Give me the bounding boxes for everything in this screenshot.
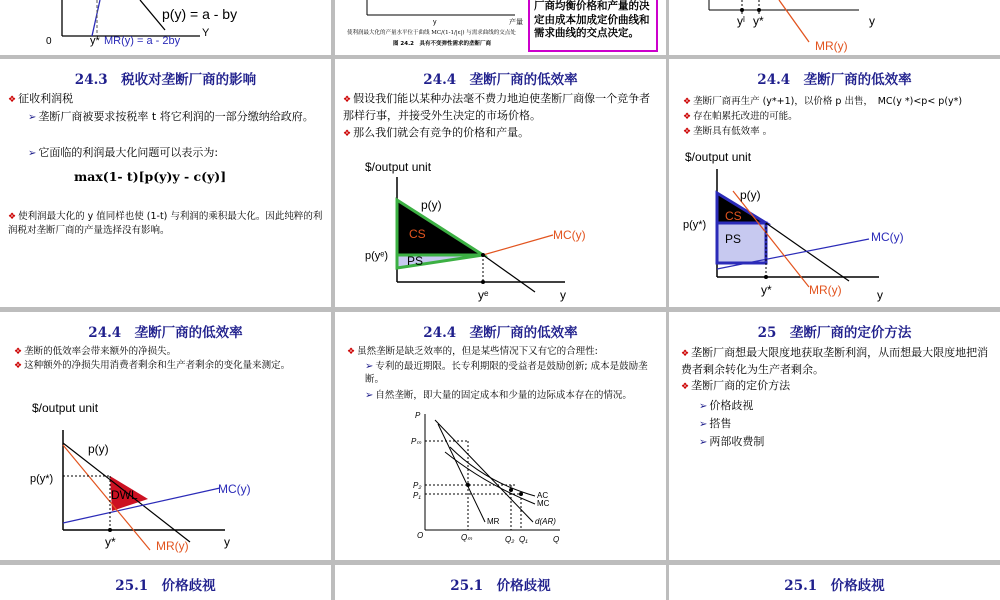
bullet-net-loss: ❖ 垄断的低效率会带来额外的净损失。 (14, 346, 177, 357)
method-two-part-tariff: ➢ 两部收费制 (699, 435, 765, 448)
ps-label: PS (407, 254, 424, 268)
bullet-icon: ❖ (347, 347, 356, 357)
bullet-icon: ❖ (8, 212, 17, 222)
demand-label: p(y) (421, 198, 442, 212)
slide-deadweight-loss[interactable] (0, 312, 331, 560)
ystar-label: y* (90, 35, 100, 47)
slide-title: 24.3 税收对垄断厂商的影响 (74, 72, 257, 88)
Q1-label: Q₁ (519, 535, 528, 544)
arrow-icon: ➢ (28, 112, 37, 123)
mc-label: MC(y) (553, 228, 586, 242)
sub-bullet-rate: ➢ 垄断厂商被要求按税率 t 将它利润的一部分缴纳给政府。 (28, 110, 314, 123)
arrow-icon: ➢ (699, 401, 708, 412)
bullet-conclusion: ❖ 使利润最大化的 y 值同样也使 (1-t) 与利润的乘积最大化。因此纯粹的利润税对垄断厂商的产量选择没有影响。 (8, 211, 323, 236)
slide-title: 25.1 价格歧视 (115, 578, 216, 594)
price-label: p(y*) (30, 473, 54, 485)
O-label: O (417, 531, 424, 540)
slide-inefficiency-competition[interactable] (335, 59, 666, 307)
y-label: y (869, 14, 875, 28)
demand-label: d(AR) (535, 517, 556, 526)
AC-label: AC (537, 491, 549, 500)
mc-label: MC(y) (218, 482, 251, 496)
slide-price-discrimination-3[interactable] (669, 565, 1000, 600)
demand-label: p(y) (88, 442, 109, 456)
bullet-icon: ❖ (343, 129, 352, 139)
cs-label: CS (409, 227, 426, 241)
mr-label: MR(y) (809, 283, 842, 297)
bullet-icon: ❖ (8, 95, 17, 105)
slide-title: 24.4 垄断厂商的低效率 (88, 325, 243, 341)
dwl-graph (0, 400, 331, 560)
price-label: p(y*) (683, 219, 707, 231)
arrow-icon: ➢ (28, 148, 37, 159)
Q2-label: Q₂ (505, 535, 515, 544)
bullet-result: ❖ 那么我们就会有竞争的价格和产量。 (343, 126, 530, 139)
mc-label: MC(y) (871, 230, 904, 244)
bullet-methods: ❖ 垄断厂商的定价方法 (681, 379, 791, 392)
MC-label: MC (537, 499, 550, 508)
slide-monopoly-mr[interactable] (669, 0, 1000, 55)
note-box: 厂商均衡价格和产量的决定由成本加成定价曲线和需求曲线的交点决定。 (528, 0, 658, 52)
ystar-label: y* (753, 14, 764, 28)
demand-label: p(y) (740, 188, 761, 202)
price-label: p(yᵉ) (365, 250, 389, 262)
bullet-icon: ❖ (681, 382, 690, 392)
Y-label: Y (202, 27, 210, 39)
bullet-pareto: ❖ 存在帕累托改进的可能。 (683, 111, 798, 122)
cs-ps-graph (335, 147, 666, 307)
slide-tax-effect[interactable] (0, 59, 331, 307)
y-axis-label: y (433, 19, 437, 26)
P2-label: P₂ (413, 481, 422, 490)
MR-label: MR (487, 517, 500, 526)
sub-bullet-problem: ➢ 它面临的利润最大化问题可以表示为: (28, 146, 219, 159)
bullet-justification: ❖ 虽然垄断是缺乏效率的，但是某些情况下又有它的合理性: (347, 346, 598, 357)
demand-graph-top (0, 0, 331, 55)
bullet-icon: ❖ (14, 361, 23, 371)
bullet-goal: ❖ 垄断厂商想最大限度地获取垄断利润，从而想最大限度地把消费者剩余转化为生产者剩余。 (681, 346, 989, 376)
P1-label: P₁ (413, 491, 421, 500)
mr-label: MR(y) (815, 39, 848, 53)
axis-label: $/output unit (685, 150, 752, 164)
slide-pricing-methods[interactable] (669, 312, 1000, 560)
sub-bullet-patent: ➢ 专利的最近期限。长专利期限的受益者是鼓励创新; 成本是鼓励垄断。 (365, 361, 648, 385)
bullet-icon: ❖ (343, 95, 352, 105)
y-axis-end-label: y (560, 288, 566, 302)
slide-title: 24.4 垄断厂商的低效率 (757, 72, 912, 88)
slide-price-discrimination-1[interactable] (0, 565, 331, 600)
slide-title: 25 垄断厂商的定价方法 (757, 325, 912, 341)
bullet-icon: ❖ (683, 97, 692, 107)
slide-title: 25.1 价格歧视 (450, 578, 551, 594)
slide-price-discrimination-2[interactable] (335, 565, 666, 600)
bullet-profit-tax: ❖ 征收利润税 (8, 92, 74, 105)
bullet-extra-unit: ❖ 垄断厂商再生产 (y*+1)，以价格 p 出售， MC(y *)<p< p(y*) (683, 96, 963, 107)
cs-label: CS (725, 209, 742, 223)
mr-label: MR(y) (156, 539, 189, 553)
arrow-icon: ➢ (699, 437, 708, 448)
y-axis-end-label: y (224, 535, 230, 549)
figure-number: 图 24.2 具有不变弹性需求的垄断厂商 (393, 41, 491, 47)
demand-eq-label: p(y) = a - by (162, 6, 238, 22)
slide-natural-monopoly[interactable] (335, 312, 666, 560)
slide-constant-elasticity[interactable] (335, 0, 666, 55)
bullet-competitive: ❖ 假设我们能以某种办法毫不费力地迫使垄断厂商像一个竞争者那样行事，并接受外生决定的市场价格。 (343, 92, 651, 122)
mr-label: MR(y) = a - 2by (104, 35, 181, 47)
axis-label: $/output unit (32, 401, 99, 415)
Qm-label: Qₘ (461, 533, 473, 542)
quantity-label: y* (761, 283, 772, 297)
zero-label: 0 (46, 36, 52, 47)
output-label: 产量 (509, 19, 523, 26)
slide-title: 25.1 价格歧视 (784, 578, 885, 594)
Q-label: Q (553, 535, 560, 544)
bullet-icon: ❖ (683, 127, 692, 137)
y-axis-end-label: y (877, 288, 883, 302)
formula: max(1- t)[p(y)y - c(y)] (74, 169, 227, 184)
bullet-icon: ❖ (681, 349, 690, 359)
arrow-icon: ➢ (699, 419, 708, 430)
yl-label: yˡ (737, 14, 745, 28)
bullet-icon: ❖ (683, 112, 692, 122)
dwl-label: DWL (111, 488, 138, 502)
method-tying: ➢ 搭售 (699, 417, 732, 430)
slide-title: 24.4 垄断厂商的低效率 (423, 325, 578, 341)
bullet-measure: ❖ 这种额外的净损失用消费者剩余和生产者剩余的变化量来测定。 (14, 360, 291, 371)
quantity-label: yᵉ (478, 288, 489, 302)
quantity-label: y* (105, 535, 116, 549)
sub-bullet-natural: ➢ 自然垄断，即大量的固定成本和少量的边际成本存在的情况。 (365, 390, 632, 401)
axis-label: $/output unit (365, 160, 432, 174)
arrow-icon: ➢ (365, 390, 374, 401)
mr-graph-top (669, 0, 1000, 55)
P-label: P (415, 412, 421, 420)
slide-monopoly-demand[interactable] (0, 0, 331, 55)
figure-caption: 使利润最大化的产量水平位于曲线 MC/(1-1/|ε|) 与需求曲线的交点处 (347, 30, 516, 36)
arrow-icon: ➢ (365, 361, 374, 372)
bullet-inefficient: ❖ 垄断具有低效率 。 (683, 126, 773, 137)
Pm-label: Pₘ (411, 437, 422, 446)
bullet-icon: ❖ (14, 347, 23, 357)
slide-title: 24.4 垄断厂商的低效率 (423, 72, 578, 88)
natural-monopoly-graph (335, 412, 666, 557)
monopoly-cs-ps-graph (669, 141, 1000, 307)
method-price-discrimination: ➢ 价格歧视 (699, 399, 754, 412)
slide-inefficiency-pareto[interactable] (669, 59, 1000, 307)
ps-label: PS (725, 232, 742, 246)
